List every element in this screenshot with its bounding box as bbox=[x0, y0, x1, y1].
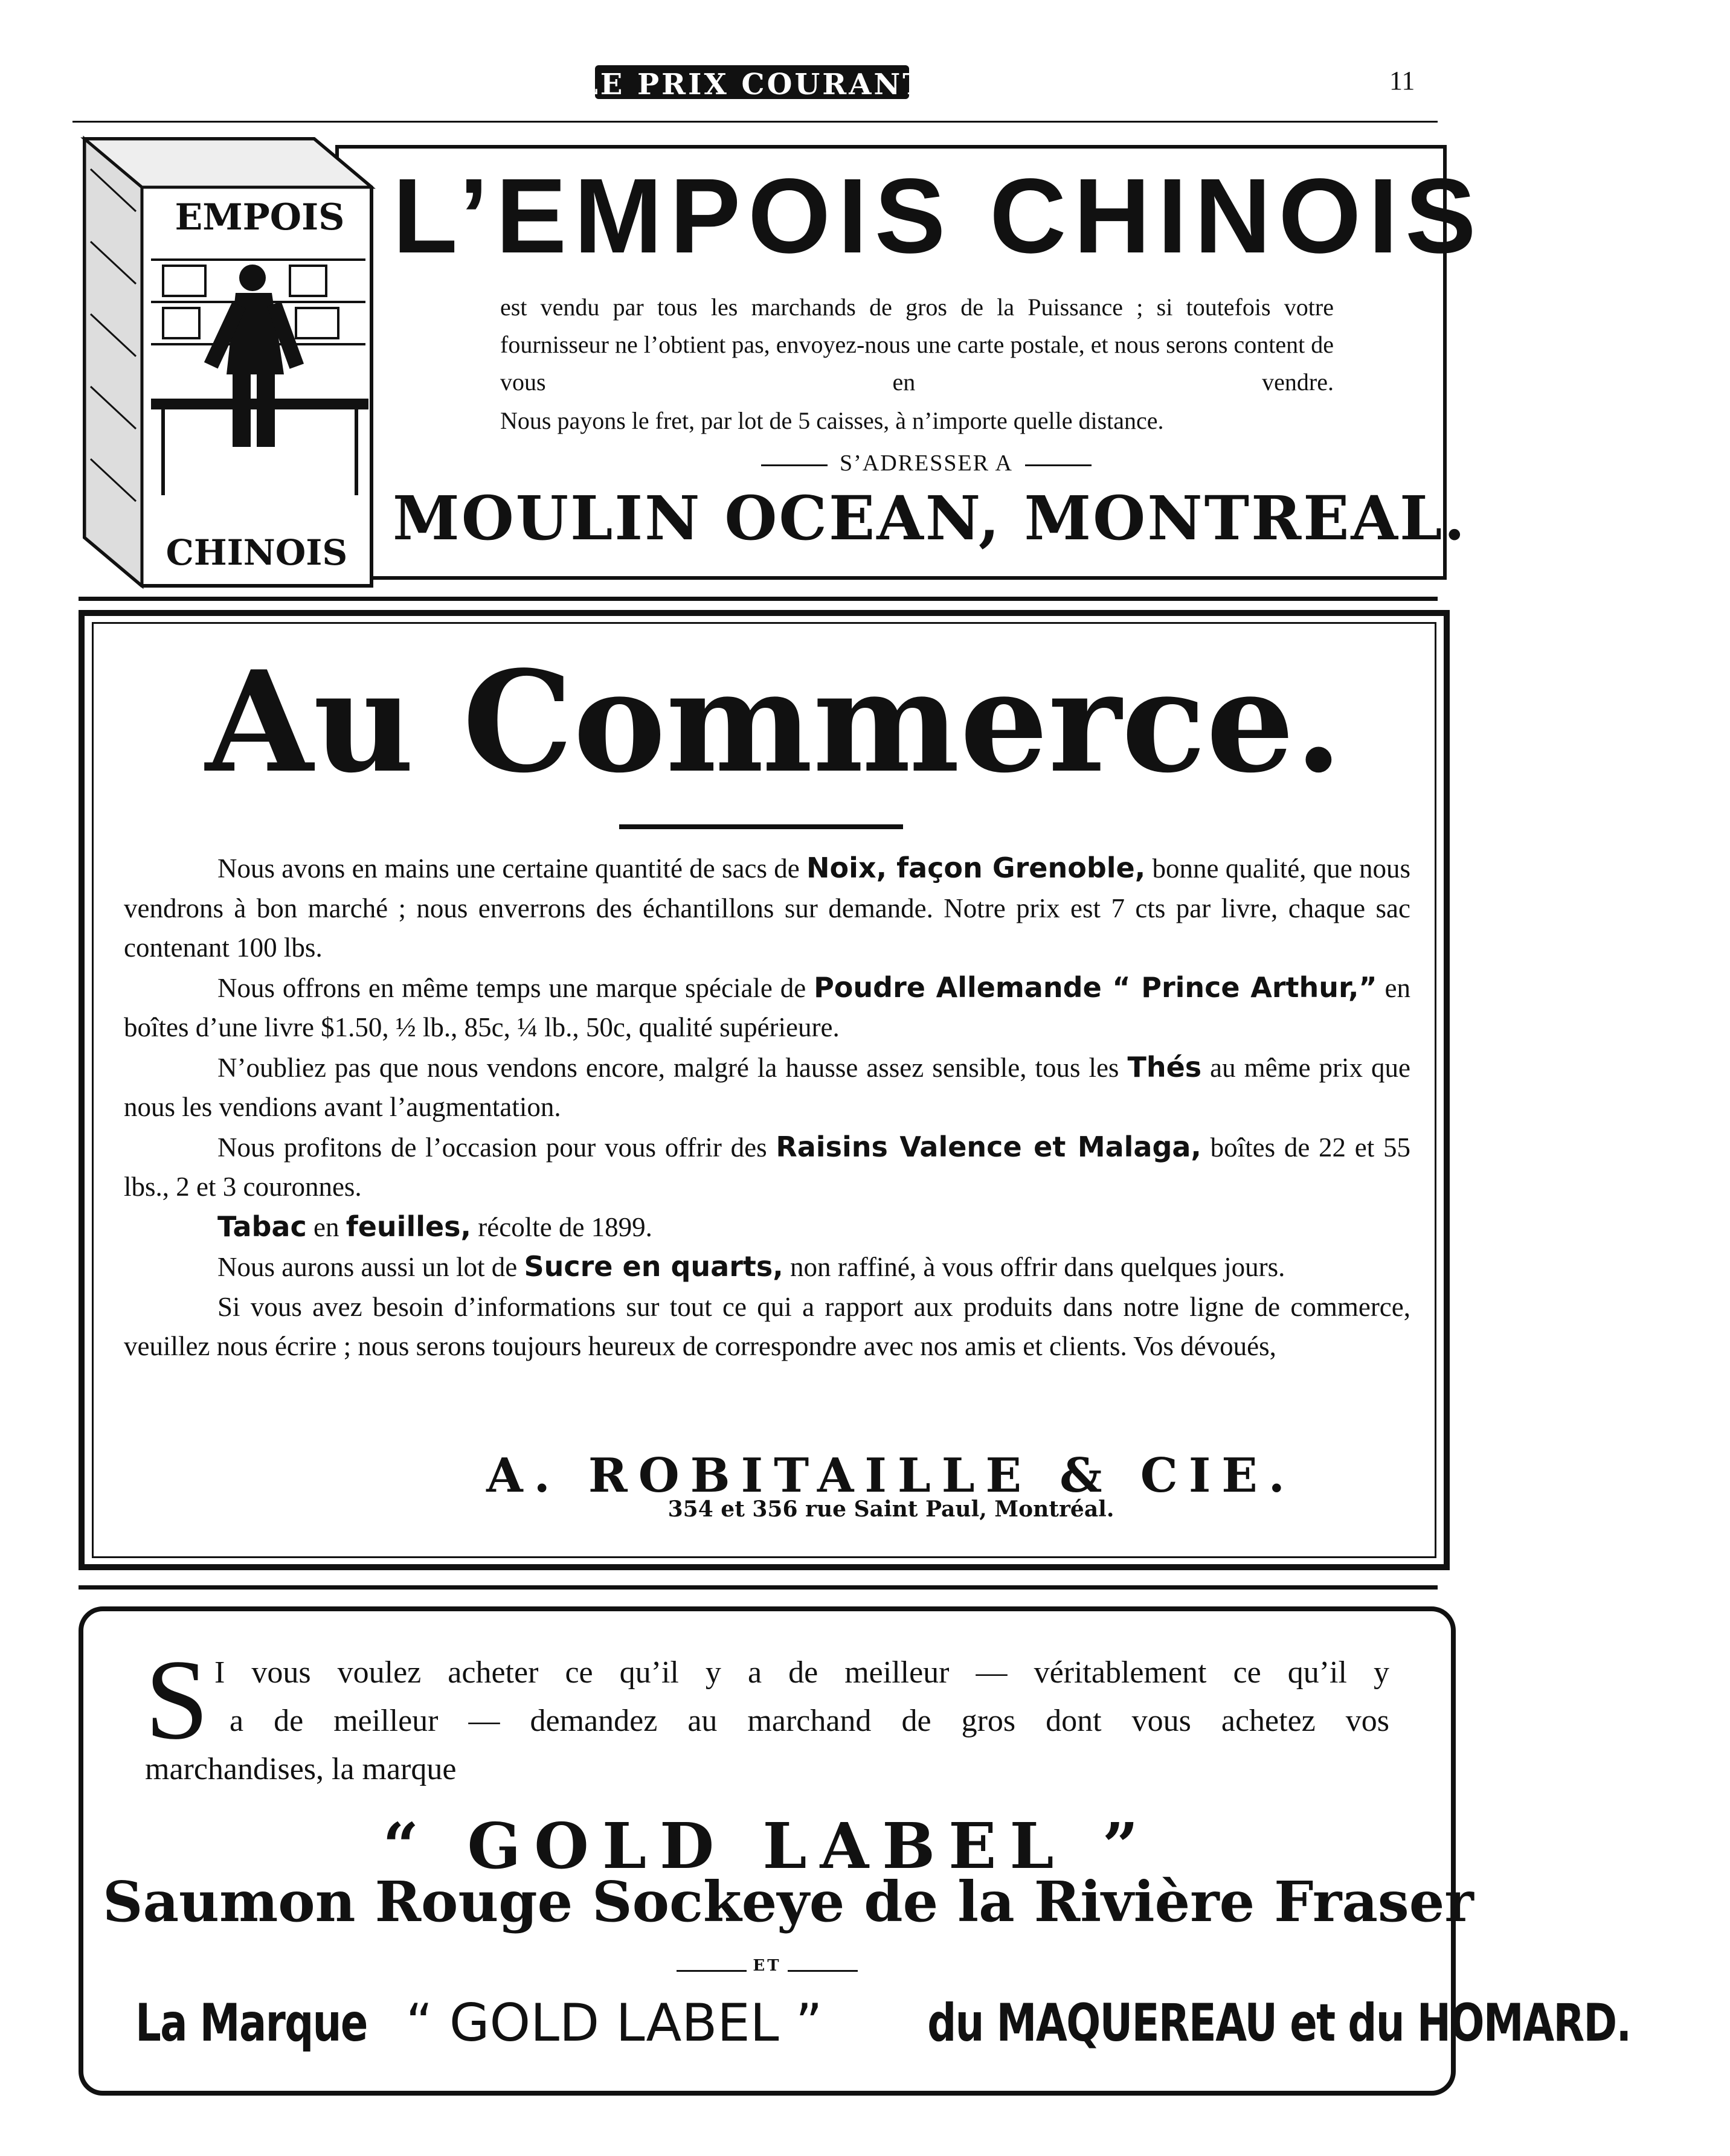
separator-rule-2 bbox=[79, 1585, 1438, 1590]
starch-box-art bbox=[60, 121, 375, 592]
product2-part-a: La Marque bbox=[135, 1993, 367, 2053]
p1-highlight: Noix, façon Grenoble, bbox=[806, 852, 1146, 884]
p5-text-b: récolte de 1899. bbox=[471, 1211, 652, 1242]
empois-paragraph-2: Nous payons le fret, par lot de 5 caisses, à n’importe quelle distance. bbox=[500, 407, 1164, 434]
p3-highlight: Thés bbox=[1127, 1050, 1202, 1083]
p2-text-a: Nous offrons en même temps une marque spéciale de bbox=[217, 972, 814, 1003]
commerce-paragraph-7: Si vous avez besoin d’informations sur tout ce qui a rapport aux produits dans notre ligne de commerce, veuillez nous écrire ; nous serons toujours heureux de correspondre avec nos amis et clients. Vos dévoués, bbox=[124, 1291, 1410, 1361]
p1-text-a: Nous avons en mains une certaine quantité de sacs de bbox=[217, 853, 807, 884]
empois-address-to bbox=[749, 450, 1104, 476]
gold-label-product-mackerel bbox=[103, 1993, 1632, 2053]
p6-text-b: non raffiné, à vous offrir dans quelques jours. bbox=[783, 1252, 1285, 1282]
empois-title: L’EMPOIS CHINOIS bbox=[393, 157, 1484, 275]
masthead-logo bbox=[577, 54, 927, 109]
gold-label-brand: “ GOLD LABEL ” bbox=[382, 1809, 1152, 1883]
commerce-paragraph-1 bbox=[124, 849, 1410, 968]
p4-text-a: Nous profitons de l’occasion pour vous offrir des bbox=[217, 1132, 776, 1163]
product2-part-b: “ GOLD LABEL ” bbox=[405, 1993, 823, 2053]
p5-text-a: en bbox=[306, 1211, 346, 1242]
product2-part-c: du MAQUEREAU et du HOMARD. bbox=[927, 1993, 1632, 2053]
page-number: 11 bbox=[1389, 66, 1415, 95]
commerce-paragraph-6 bbox=[124, 1247, 1410, 1288]
commerce-body bbox=[124, 849, 1410, 1367]
p4-highlight: Raisins Valence et Malaga, bbox=[776, 1130, 1201, 1163]
starch-box-illustration bbox=[60, 121, 375, 592]
empois-paragraph-1: est vendu par tous les marchands de gros de la Puissance ; si toutefois votre fournisseur ne l’obtient pas, envoyez-nous une carte postale, et nous serons content de vous en vendre. bbox=[500, 294, 1334, 396]
p6-highlight: Sucre en quarts, bbox=[524, 1250, 783, 1283]
box-label-top: EMPOIS bbox=[175, 196, 345, 239]
separator-rule-1 bbox=[79, 597, 1438, 601]
masthead-logo-art bbox=[577, 54, 927, 109]
connector-text: ET bbox=[747, 1957, 787, 1975]
commerce-signature-address: 354 et 356 rue Saint Paul, Montréal. bbox=[667, 1497, 1114, 1522]
commerce-paragraph-4 bbox=[124, 1128, 1410, 1207]
masthead-text: LE PRIX COURANT bbox=[577, 68, 927, 101]
p6-text-a: Nous aurons aussi un lot de bbox=[217, 1252, 524, 1282]
gold-label-connector bbox=[695, 1957, 840, 1975]
gold-label-line-2: a de meilleur — demandez au marchand de gros dont vous achetez vos bbox=[230, 1704, 1389, 1738]
commerce-signature: A. ROBITAILLE & CIE. bbox=[486, 1448, 1296, 1503]
dash-left bbox=[761, 464, 828, 466]
commerce-paragraph-5 bbox=[124, 1207, 1410, 1248]
gold-label-product-salmon: Saumon Rouge Sockeye de la Rivière Fraser bbox=[103, 1869, 1474, 1934]
commerce-title: Au Commerce. bbox=[205, 641, 1343, 804]
p4-text-b: boîtes de 22 et 55 lbs., 2 et 3 couronnes. bbox=[124, 1132, 1410, 1202]
p5-highlight-2: feuilles, bbox=[346, 1210, 472, 1243]
address-to-label: S’ADRESSER A bbox=[840, 451, 1013, 476]
commerce-title-rule bbox=[619, 824, 903, 829]
p2-highlight: Poudre Allemande “ Prince Arthur,” bbox=[814, 971, 1377, 1004]
p5-highlight-1: Tabac bbox=[217, 1210, 307, 1243]
gold-label-dropcap: S bbox=[145, 1637, 209, 1763]
box-label-bottom: CHINOIS bbox=[166, 532, 348, 573]
gold-label-line-3: marchandises, la marque bbox=[145, 1752, 457, 1786]
p2-text-b: en boîtes d’une livre $1.50, ½ lb., 85c, ¼ lb., 50c, qualité supérieure. bbox=[124, 972, 1410, 1042]
commerce-paragraph-2 bbox=[124, 968, 1410, 1048]
dash-right bbox=[1025, 464, 1092, 466]
gold-label-line-1: I vous voulez acheter ce qu’il y a de meilleur — véritablement ce qu’il y bbox=[214, 1655, 1389, 1690]
p3-text-a: N’oubliez pas que nous vendons encore, malgré la hausse assez sensible, tous les bbox=[217, 1052, 1128, 1083]
commerce-paragraph-3 bbox=[124, 1048, 1410, 1128]
p1-text-b: bonne qualité, que nous vendrons à bon marché ; nous enverrons des échantillons sur demande. Notre prix est 7 cts par livre, chaque sac contenant 100 lbs. bbox=[124, 853, 1411, 963]
p3-text-b: au même prix que nous les vendions avant l’augmentation. bbox=[124, 1052, 1410, 1122]
empois-company: MOULIN OCEAN, MONTREAL. bbox=[393, 483, 1467, 554]
